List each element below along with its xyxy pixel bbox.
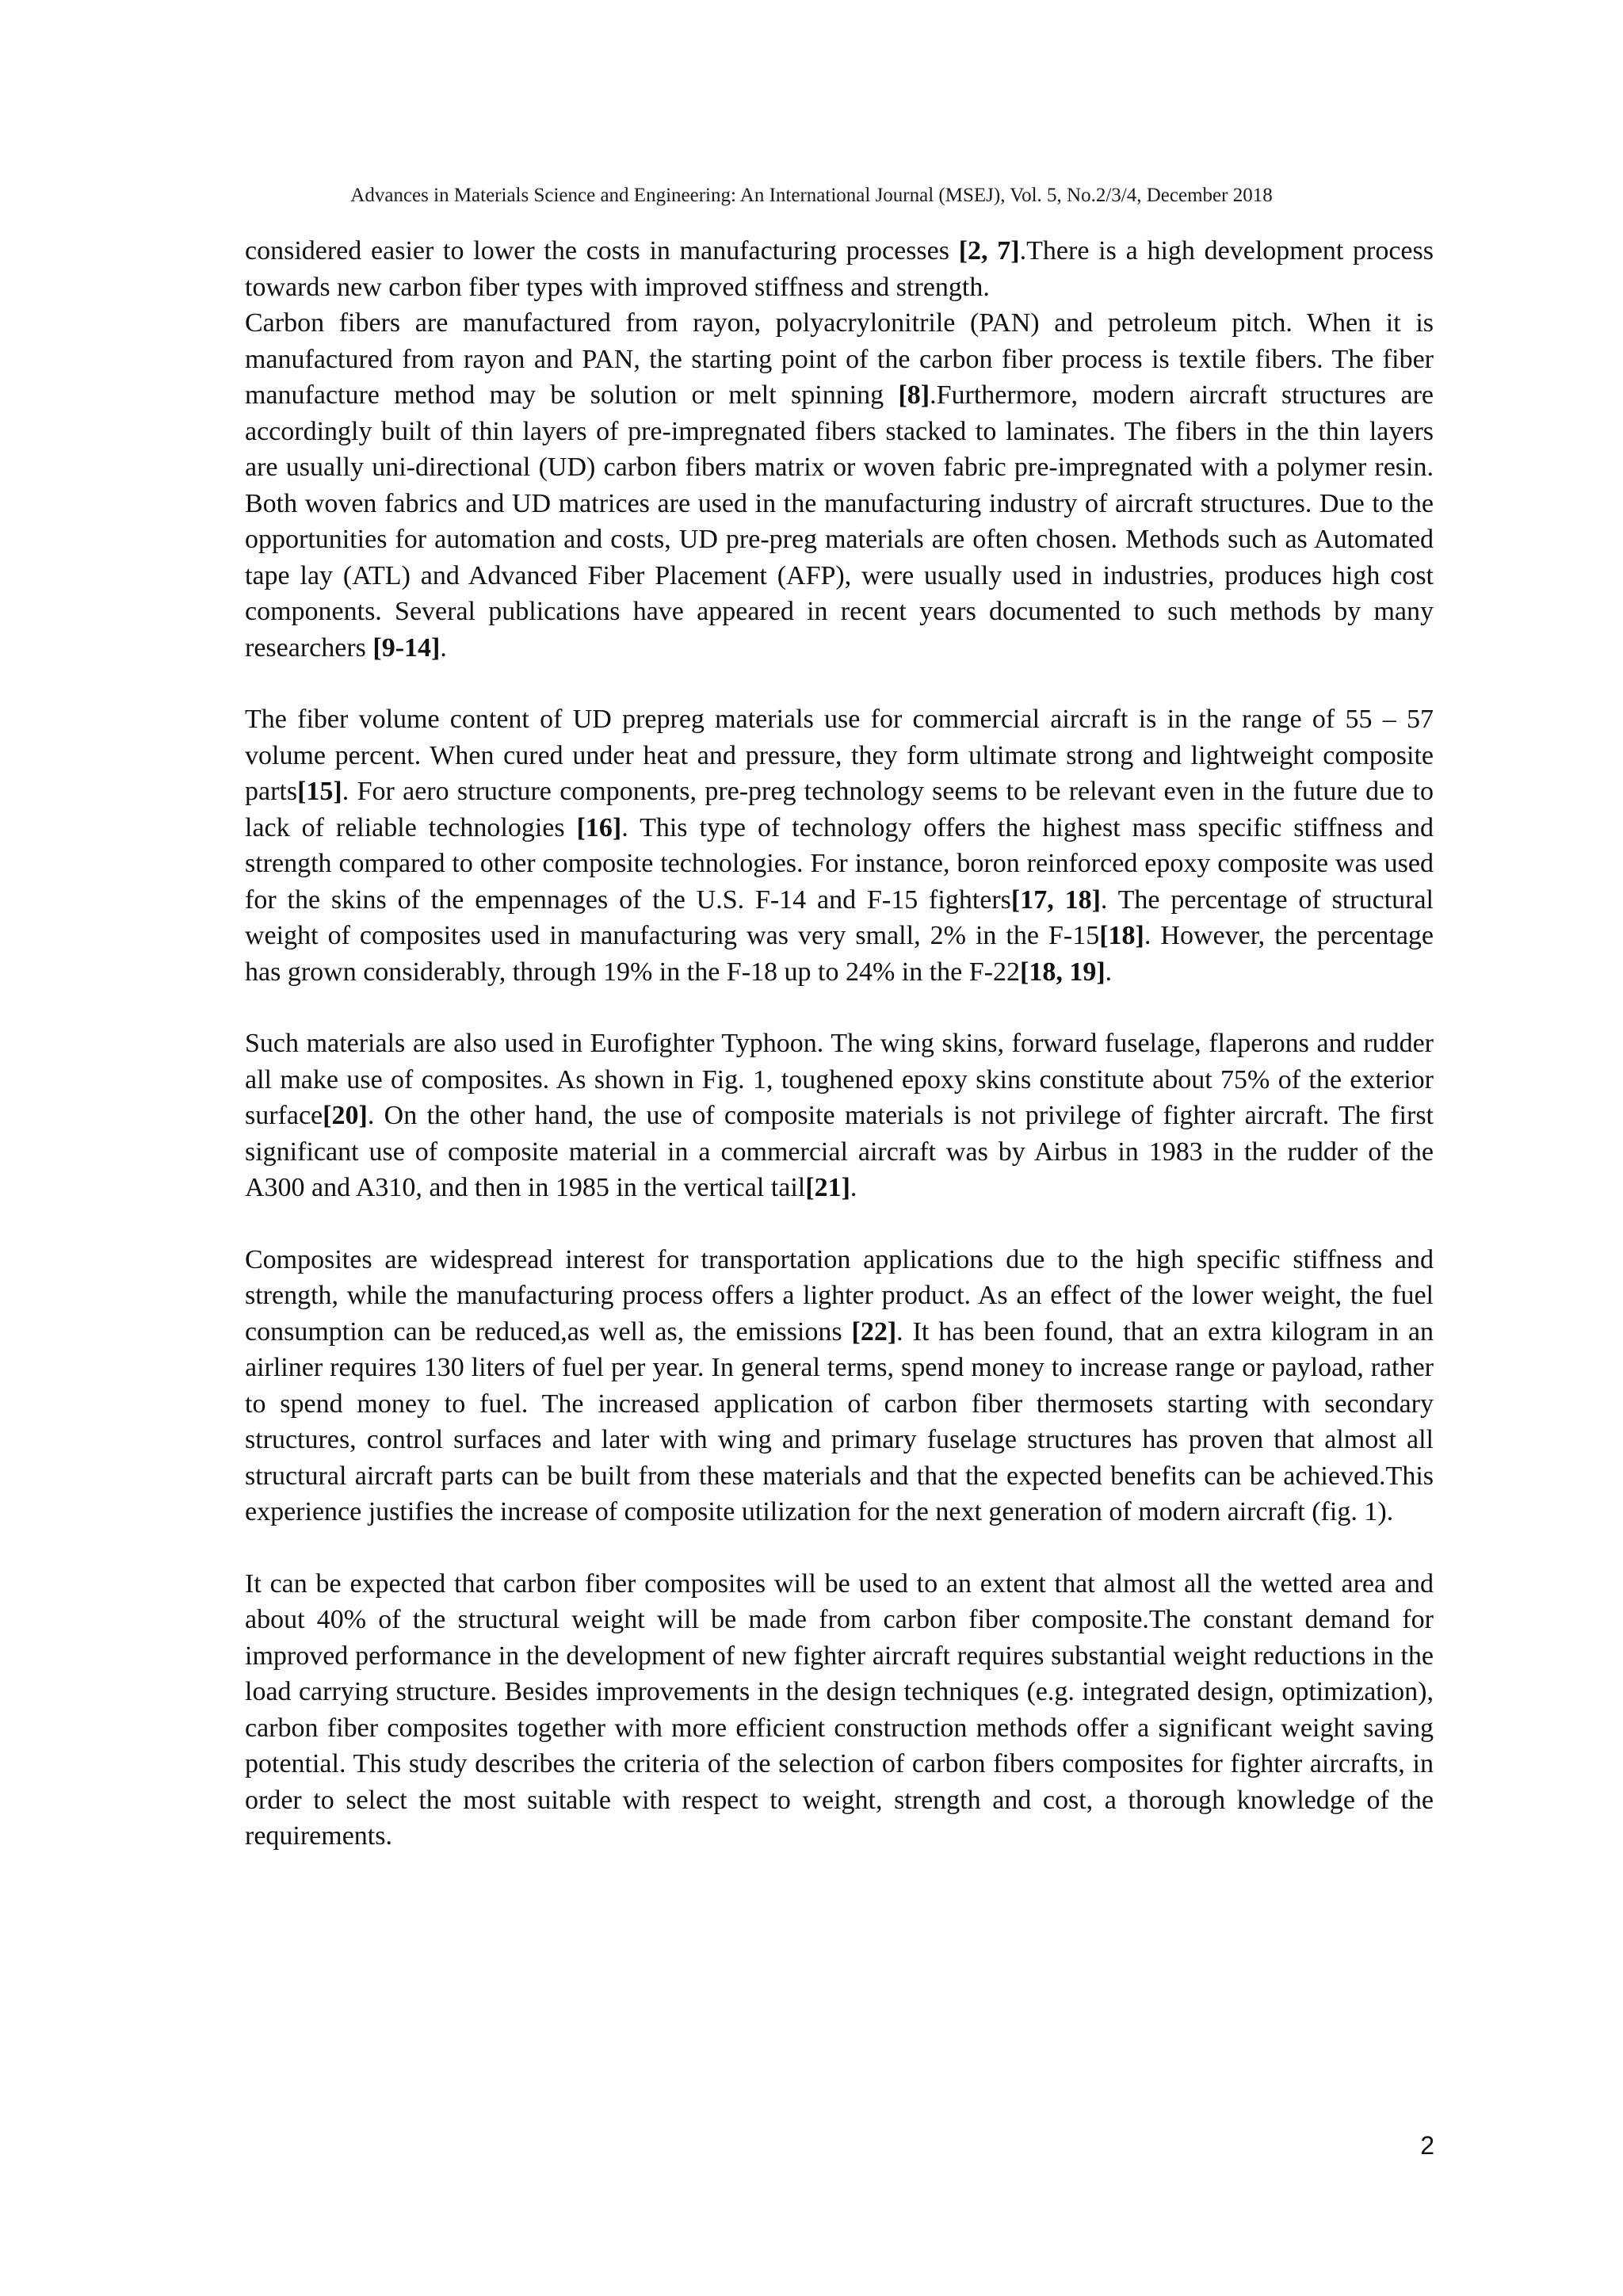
text-run: The fiber volume content of UD prepreg materials use for commercial aircraft is in the range of 55 – 57 volume percent. When cured under heat and pressure, they form ultimate strong and lightweight composite parts bbox=[245, 705, 1434, 806]
citation: [22] bbox=[851, 1316, 897, 1347]
paragraph-gap bbox=[245, 666, 1434, 701]
text-run: . For aero structure components, pre-preg technology seems to be relevant even in the future due to lack of reliable technologies bbox=[245, 777, 1434, 842]
text-run: Carbon fibers are manufactured from rayon, polyacrylonitrile (PAN) and petroleum pitch. When it is manufactured from rayon and PAN, the starting point of the carbon fiber process is textile fibers. The fiber manufacture method may be solution or melt spinning bbox=[245, 308, 1434, 410]
citation: [17, 18] bbox=[1010, 884, 1101, 915]
text-run: Composites are widespread interest for transportation applications due to the high specific stiffness and strength, while the manufacturing process offers a lighter product. As an effect of the lower weight, the fuel consumption can be reduced,as well as, the emissions bbox=[245, 1244, 1434, 1347]
body-text bbox=[245, 233, 1434, 1855]
citation: [2, 7] bbox=[958, 236, 1020, 266]
text-run: Such materials are also used in Eurofighter Typhoon. The wing skins, forward fuselage, flaperons and rudder all make use of composites. As shown in Fig. 1, toughened epoxy skins constitute about 75% of the exterior surface bbox=[245, 1029, 1434, 1130]
citation: [15] bbox=[297, 777, 342, 806]
citation: [21] bbox=[805, 1173, 850, 1202]
citation: [18, 19] bbox=[1020, 957, 1106, 987]
citation: [18] bbox=[1099, 921, 1144, 950]
text-run: . It has been found, that an extra kilogram in an airliner requires 130 liters of fuel per year. In general terms, spend money to increase range or payload, rather to spend money to fuel. The increased application of carbon fiber thermosets starting with secondary structures, control surfaces and later with wing and primary fuselage structures has proven that almost all structural aircraft parts can be built from these materials and that the expected benefits can be achieved.This experience justifies the increase of composite utilization for the next generation of modern aircraft (fig. 1). bbox=[245, 1316, 1434, 1526]
text-run: . bbox=[850, 1173, 857, 1202]
text-run: . This type of technology offers the highest mass specific stiffness and strength compared to other composite technologies. For instance, boron reinforced epoxy composite was used for the skins of the empennages of the U.S. F-14 and F-15 fighters bbox=[245, 812, 1434, 915]
citation: [20] bbox=[323, 1101, 368, 1130]
paragraph-5 bbox=[245, 1242, 1434, 1530]
text-run: considered easier to lower the costs in manufacturing processes bbox=[245, 236, 959, 266]
citation: [16] bbox=[576, 812, 622, 842]
text-run: . On the other hand, the use of composite materials is not privilege of fighter aircraft. The first significant use of composite material in a commercial aircraft was by Airbus in 1983 in the rudder of the A300 and A310, and then in 1985 in the vertical tail bbox=[245, 1101, 1434, 1202]
page-number: 2 bbox=[1420, 2131, 1434, 2160]
text-run: .There is a high development process towards new carbon fiber types with improved stiffness and strength. bbox=[245, 236, 1434, 302]
paragraph-2 bbox=[245, 305, 1434, 666]
text-run: . bbox=[1105, 957, 1113, 987]
text-run: It can be expected that carbon fiber composites will be used to an extent that almost all the wetted area and about 40% of the structural weight will be made from carbon fiber composite.The constant demand for improved performance in the development of new fighter aircraft requires substantial weight reductions in the load carrying structure. Besides improvements in the design techniques (e.g. integrated design, optimization), carbon fiber composites together with more efficient construction methods offer a significant weight saving potential. This study describes the criteria of the selection of carbon fibers composites for fighter aircrafts, in order to select the most suitable with respect to weight, strength and cost, a thorough knowledge of the requirements. bbox=[245, 1568, 1434, 1851]
paragraph-gap bbox=[245, 1206, 1434, 1242]
paragraph-3 bbox=[245, 701, 1434, 990]
paragraph-4 bbox=[245, 1026, 1434, 1206]
text-run: .Furthermore, modern aircraft structures are accordingly built of thin layers of pre-impregnated fibers stacked to laminates. The fibers in the thin layers are usually uni-directional (UD) carbon fibers matrix or woven fabric pre-impregnated with a polymer resin. Both woven fabrics and UD matrices are used in the manufacturing industry of aircraft structures. Due to the opportunities for automation and costs, UD pre-preg materials are often chosen. Methods such as Automated tape lay (ATL) and Advanced Fiber Placement (AFP), were usually used in industries, produces high cost components. Several publications have appeared in recent years documented to such methods by many researchers bbox=[245, 380, 1434, 663]
text-run: . bbox=[440, 632, 447, 663]
text-run: . The percentage of structural weight of composites used in manufacturing was very small, 2% in the F-15 bbox=[245, 884, 1434, 950]
running-header: Advances in Materials Science and Engineering: An International Journal (MSEJ), Vol. 5, No.2/3/4, December 2018 bbox=[350, 185, 1273, 206]
paragraph-gap bbox=[245, 990, 1434, 1026]
paragraph-1 bbox=[245, 233, 1434, 305]
paragraph-6 bbox=[245, 1566, 1434, 1855]
citation: [9-14] bbox=[372, 632, 441, 663]
citation: [8] bbox=[898, 380, 930, 410]
paragraph-gap bbox=[245, 1530, 1434, 1566]
text-run: . However, the percentage has grown considerably, through 19% in the F-18 up to 24% in the F-22 bbox=[245, 921, 1434, 987]
